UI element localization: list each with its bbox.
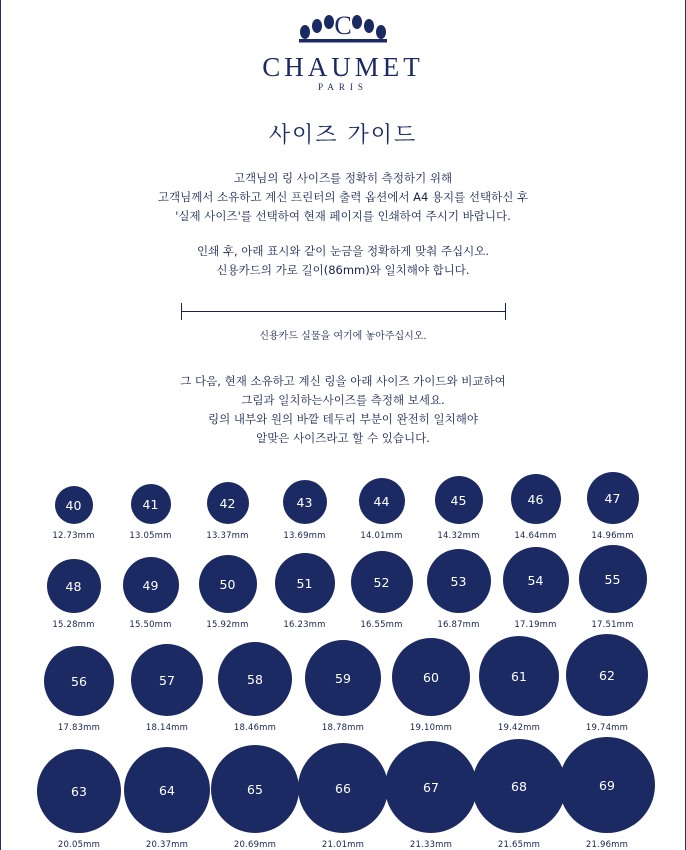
ring-size-cell	[387, 741, 475, 850]
ring-size-circle: 55	[579, 545, 647, 613]
ring-size-diameter: 20.69mm	[233, 840, 277, 850]
size-row	[1, 634, 685, 733]
ring-size-circle: 52	[351, 551, 413, 613]
ring-size-cell	[266, 480, 343, 541]
ring-size-circle: 42	[207, 482, 249, 524]
ring-size-circle: 66	[298, 743, 388, 833]
brand-name: CHAUMET	[262, 52, 424, 82]
ruler-bar	[181, 311, 506, 312]
ring-size-diameter: 21.96mm	[585, 840, 629, 850]
instruction-block-2	[1, 242, 685, 280]
credit-card-ruler	[1, 302, 685, 320]
ring-size-circle: 48	[47, 559, 101, 613]
ring-size-cell	[211, 642, 299, 733]
ring-size-circle: 50	[199, 555, 257, 613]
ring-size-cell	[123, 747, 211, 850]
ring-size-diameter: 14.64mm	[514, 531, 557, 542]
ring-size-diameter: 12.73mm	[52, 531, 95, 542]
ring-size-circle: 63	[37, 749, 121, 833]
ring-size-diameter: 18.46mm	[233, 723, 277, 734]
ring-size-diameter: 13.05mm	[129, 531, 172, 542]
ring-size-cell	[211, 745, 299, 850]
ring-size-diameter: 15.92mm	[206, 620, 249, 631]
ring-size-diameter: 16.23mm	[283, 620, 326, 631]
ring-size-diameter: 17.19mm	[514, 620, 557, 631]
ring-size-cell	[112, 484, 189, 541]
size-row	[1, 737, 685, 850]
instruction-line: 인쇄 후, 아래 표시와 같이 눈금을 정확하게 맞춰 주십시오.	[196, 244, 490, 259]
ring-size-cell	[35, 559, 112, 630]
ring-size-diameter: 19.42mm	[497, 723, 541, 734]
instruction-line: 신용카드의 가로 길이(86mm)와 일치해야 합니다.	[216, 263, 470, 278]
ring-size-circle: 57	[131, 644, 203, 716]
ring-size-diameter: 15.28mm	[52, 620, 95, 631]
ring-size-diameter: 19.74mm	[585, 723, 629, 734]
ring-size-diameter: 20.37mm	[145, 840, 189, 850]
ring-size-circle: 62	[566, 634, 648, 716]
ring-size-circle: 40	[55, 486, 93, 524]
instruction-block-3	[1, 372, 685, 448]
ring-size-circle: 54	[503, 547, 569, 613]
ring-size-circle: 59	[305, 640, 381, 716]
instruction-line: 그림과 일치하는사이즈를 측정해 보세요.	[241, 393, 445, 408]
ring-size-cell	[343, 551, 420, 630]
ring-size-cell	[420, 476, 497, 541]
page-title: 사이즈 가이드	[268, 123, 418, 149]
ring-size-cell	[266, 553, 343, 630]
instruction-line: '실제 사이즈'를 선택하여 현재 페이지를 인쇄하여 주시기 바랍니다.	[175, 209, 511, 224]
instruction-line: 링의 내부와 원의 바깥 테두리 부분이 완전히 일치해야	[208, 412, 478, 427]
ring-size-cell	[299, 640, 387, 733]
ring-size-cell	[497, 474, 574, 541]
ring-size-cell	[475, 739, 563, 850]
ring-size-circle: 58	[218, 642, 292, 716]
ring-size-circle: 46	[511, 474, 561, 524]
ring-size-diameter: 21.01mm	[321, 840, 365, 850]
ring-size-cell	[563, 737, 651, 850]
ring-size-circle: 65	[211, 745, 299, 833]
instruction-line: 고객님께서 소유하고 계신 프린터의 출력 옵션에서 A4 용지를 선택하신 후	[157, 190, 529, 205]
ring-size-cell	[475, 636, 563, 733]
ring-size-cell	[35, 486, 112, 541]
ruler-tick-left	[181, 303, 182, 320]
ring-size-diameter: 16.87mm	[437, 620, 480, 631]
ring-size-diameter: 21.33mm	[409, 840, 453, 850]
ring-size-diameter: 13.69mm	[283, 531, 326, 542]
crown-icon	[1, 12, 685, 51]
ring-size-circle: 44	[359, 478, 405, 524]
ring-size-diameter: 13.37mm	[206, 531, 249, 542]
ring-size-cell	[112, 557, 189, 630]
ruler-caption: 신용카드 실물을 여기에 놓아주십시오.	[259, 331, 427, 343]
ring-size-cell	[563, 634, 651, 733]
ring-size-circle: 56	[44, 646, 114, 716]
ring-size-circle: 45	[435, 476, 483, 524]
ring-size-diameter: 18.14mm	[145, 723, 189, 734]
ring-size-cell	[189, 482, 266, 541]
ring-size-circle: 41	[131, 484, 171, 524]
ring-size-circle: 53	[427, 549, 491, 613]
ring-size-circle: 68	[472, 739, 566, 833]
instruction-line: 알맞은 사이즈라고 할 수 있습니다.	[256, 431, 430, 446]
ring-size-cell	[574, 545, 651, 630]
ring-size-circle: 51	[275, 553, 335, 613]
ring-size-diameter: 14.96mm	[591, 531, 634, 542]
ring-size-diameter: 14.32mm	[437, 531, 480, 542]
ring-size-cell	[189, 555, 266, 630]
ring-size-circle: 47	[587, 472, 639, 524]
ring-size-circle: 49	[123, 557, 179, 613]
size-row	[1, 545, 685, 630]
ring-size-diameter: 19.10mm	[409, 723, 453, 734]
ring-size-circle: 67	[385, 741, 477, 833]
instruction-block-1	[1, 169, 685, 226]
ring-size-chart	[1, 472, 685, 850]
ring-size-diameter: 15.50mm	[129, 620, 172, 631]
ruler-tick-right	[505, 303, 506, 320]
ring-size-cell	[387, 638, 475, 733]
ring-size-diameter: 21.65mm	[497, 840, 541, 850]
ring-size-circle: 43	[283, 480, 327, 524]
size-row	[1, 472, 685, 541]
ring-size-cell	[574, 472, 651, 541]
ring-size-diameter: 17.51mm	[591, 620, 634, 631]
ring-size-circle: 60	[392, 638, 470, 716]
ring-size-diameter: 18.78mm	[321, 723, 365, 734]
instruction-line: 그 다음, 현재 소유하고 계신 링을 아래 사이즈 가이드와 비교하여	[180, 374, 506, 389]
ring-size-cell	[299, 743, 387, 850]
ring-size-cell	[497, 547, 574, 630]
ring-size-cell	[123, 644, 211, 733]
ring-size-cell	[35, 749, 123, 850]
ring-size-circle: 69	[559, 737, 655, 833]
ring-size-diameter: 16.55mm	[360, 620, 403, 631]
brand-header	[1, 0, 685, 92]
ring-size-cell	[35, 646, 123, 733]
instruction-line: 고객님의 링 사이즈를 정확히 측정하기 위해	[233, 171, 453, 186]
ring-size-diameter: 14.01mm	[360, 531, 403, 542]
ring-size-diameter: 17.83mm	[57, 723, 101, 734]
ring-size-diameter: 20.05mm	[57, 840, 101, 850]
ring-size-circle: 64	[124, 747, 210, 833]
brand-sub: PARIS	[318, 82, 368, 93]
ring-size-cell	[420, 549, 497, 630]
ring-size-circle: 61	[479, 636, 559, 716]
svg-text:C: C	[334, 12, 352, 40]
ring-size-cell	[343, 478, 420, 541]
